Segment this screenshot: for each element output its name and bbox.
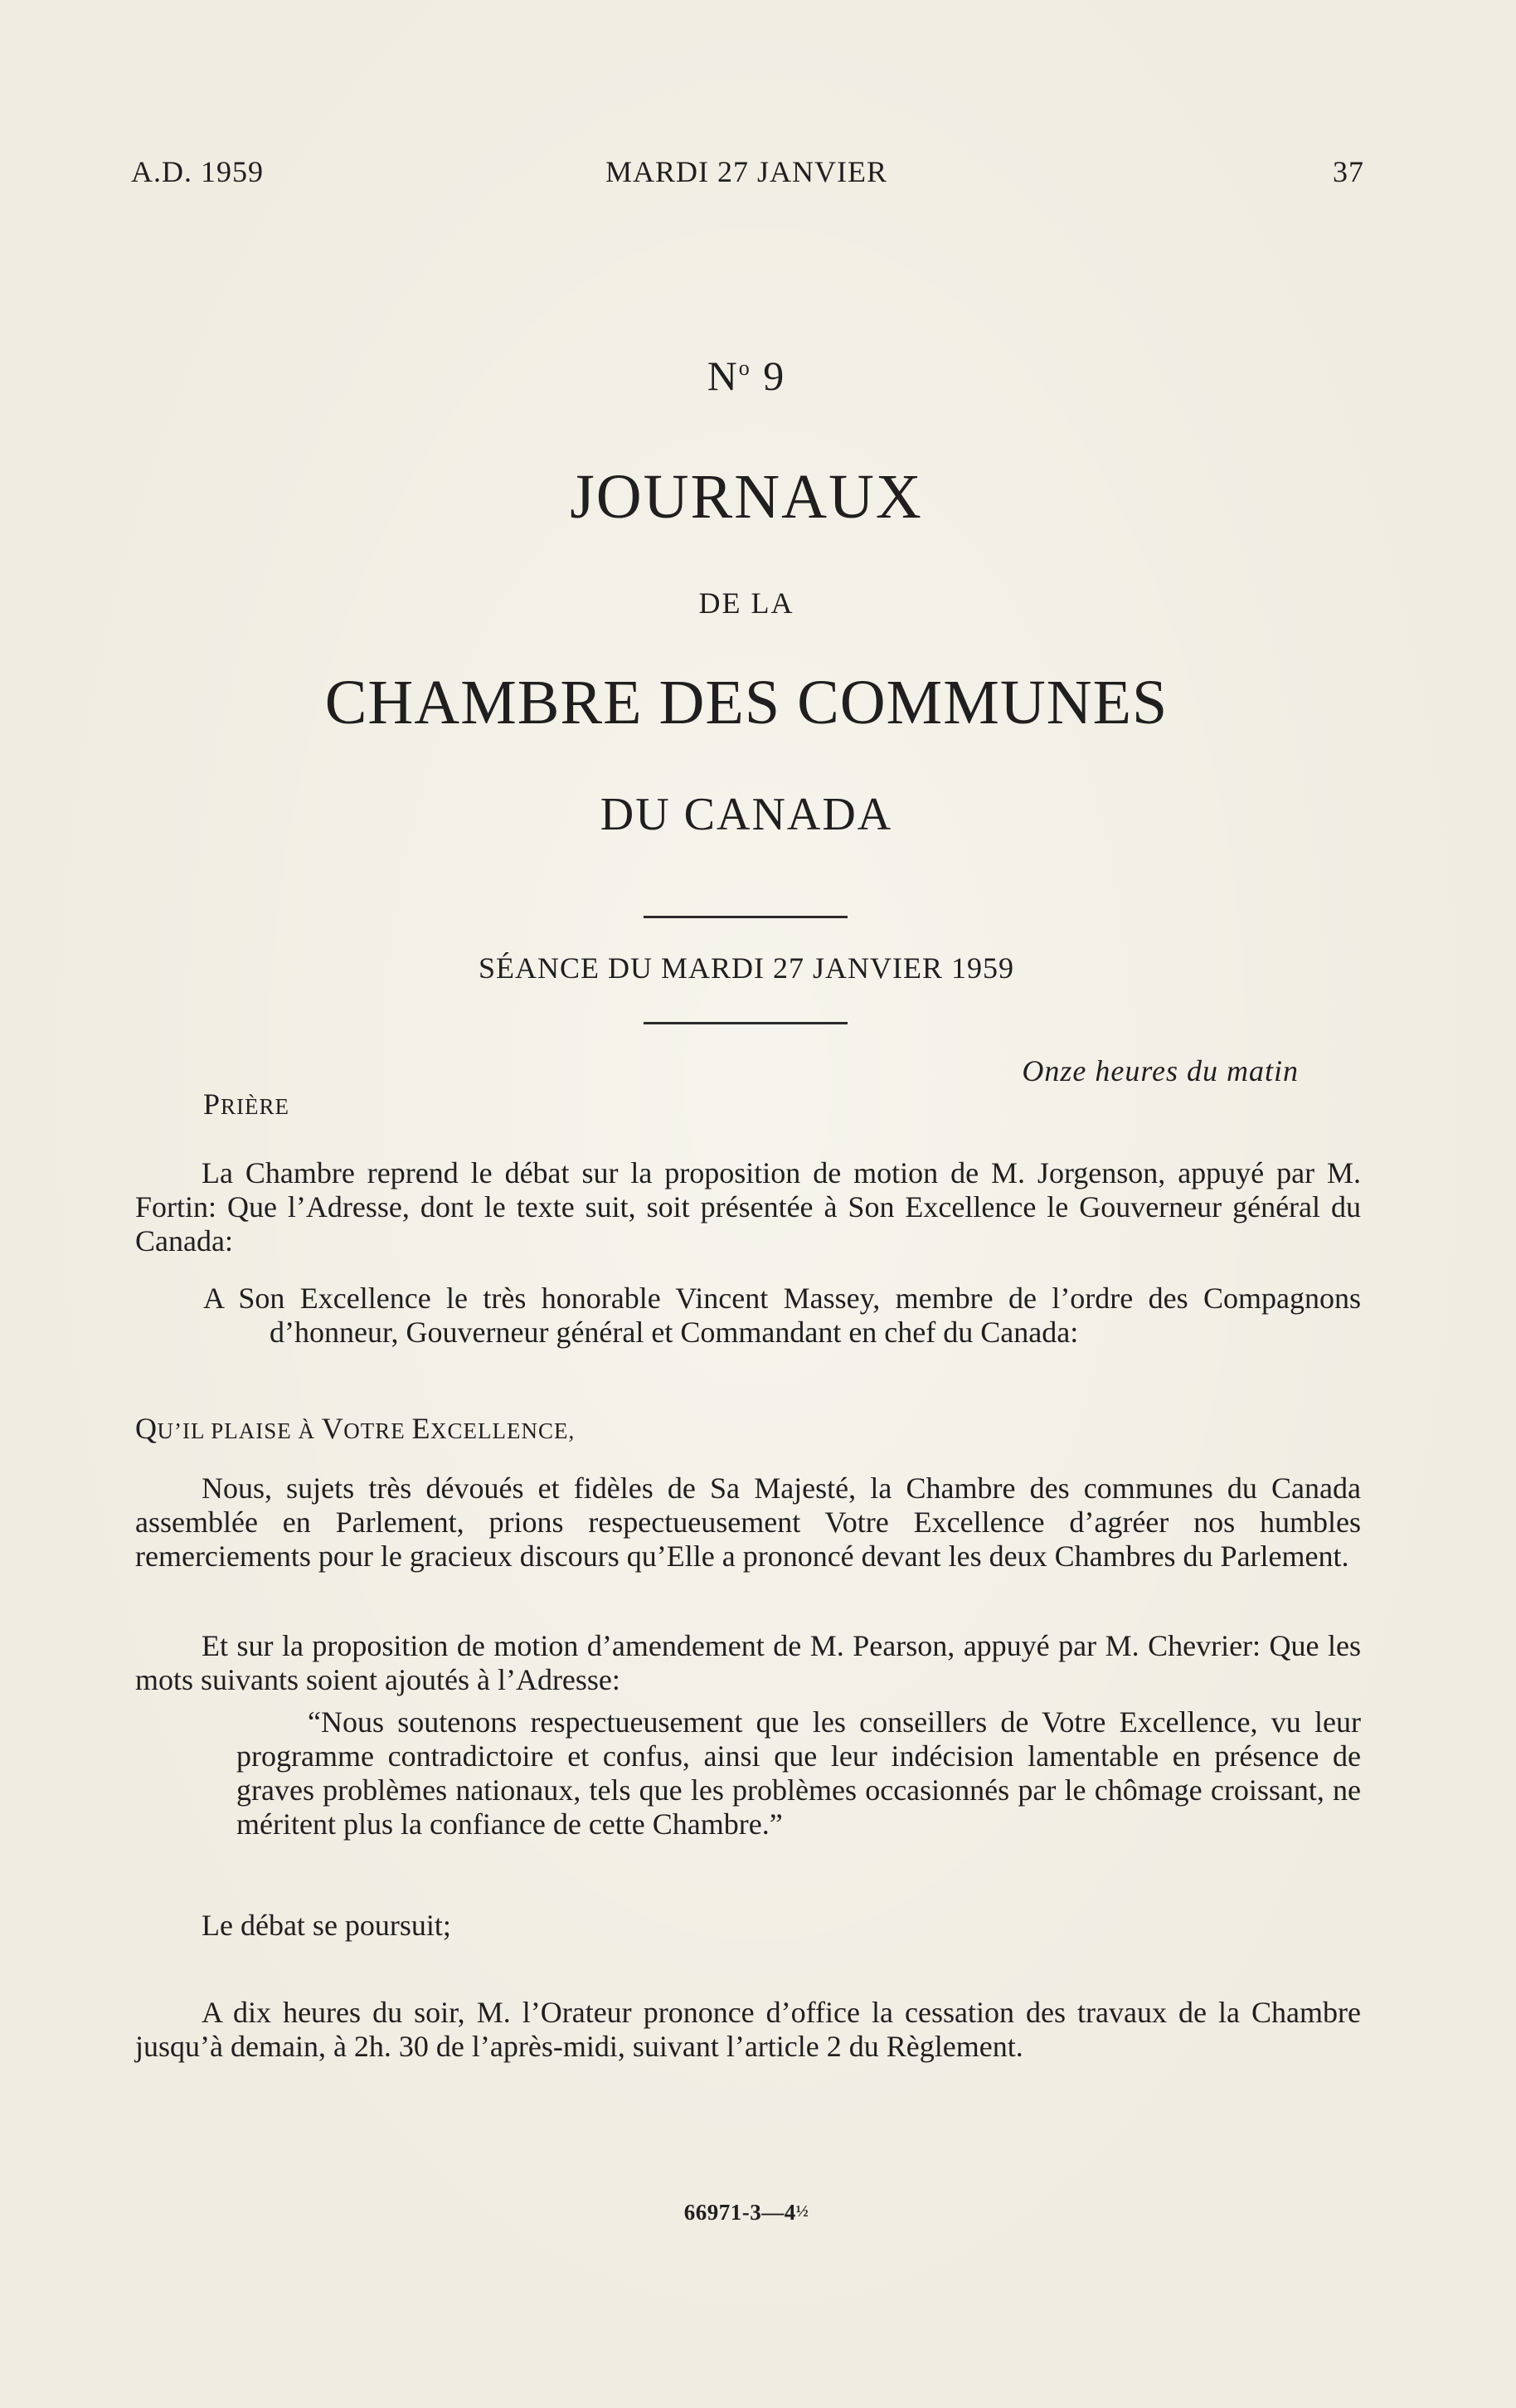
paragraph-amendment: Et sur la proposition de motion d’amendement de M. Pearson, appuyé par M. Chevrier: Que les mots suivants soient ajoutés à l’Adresse: [135, 1629, 1361, 1696]
printer-code [0, 2200, 1493, 2226]
priere-initial: P [203, 1087, 221, 1121]
printer-code-main: 66971-3—4 [683, 2200, 796, 2225]
number-prefix: N [707, 353, 739, 399]
header-date: MARDI 27 JANVIER [605, 155, 887, 188]
session-time: Onze heures du matin [1022, 1054, 1299, 1087]
journal-number [0, 352, 1493, 400]
debate-continues: Le débat se poursuit; [202, 1909, 451, 1942]
country-title: DU CANADA [600, 789, 893, 840]
number-value: 9 [763, 353, 786, 399]
address-salutation: A Son Excellence le très honorable Vincent Massey, membre de l’ordre des Compagnons d’honneur, Gouverneur général et Commandant en chef du Canada: [203, 1282, 1361, 1349]
amendment-quote [236, 1705, 1361, 1841]
page-number: 37 [1333, 155, 1364, 188]
divider-top [644, 916, 848, 918]
paragraph-debate-resumes: La Chambre reprend le débat sur la proposition de motion de M. Jorgenson, appuyé par M. Fortin: Que l’Adresse, dont le texte suit, soit présentée à Son Excellence le Gouverneur général du Canada: [135, 1156, 1361, 1258]
journal-de-la: DE LA [698, 586, 794, 620]
chamber-title: CHAMBRE DES COMMUNES [324, 668, 1169, 737]
journal-title: JOURNAUX [570, 462, 923, 532]
priere-rest: RIÈRE [221, 1094, 290, 1119]
seance-heading: SÉANCE DU MARDI 27 JANVIER 1959 [478, 951, 1014, 985]
paragraph-address-text: Nous, sujets très dévoués et fidèles de Sa Majesté, la Chambre des communes du Canada assemblée en Parlement, prions respectueusement Votre Excellence d’agréer nos humbles remerciements pour le gracieux discours qu’Elle a prononcé devant les deux Chambres du Parlement. [135, 1472, 1361, 1573]
qu-il-plaise-heading: QU’IL PLAISE À VOTRE EXCELLENCE, [135, 1412, 576, 1445]
printer-code-fraction: ½ [795, 2202, 809, 2221]
divider-bottom [644, 1022, 848, 1024]
priere-heading [203, 1087, 289, 1121]
header-year: A.D. 1959 [131, 155, 264, 188]
number-degree: o [738, 356, 751, 380]
paragraph-adjournment: A dix heures du soir, M. l’Orateur prononce d’office la cessation des travaux de la Chambre jusqu’à demain, à 2h. 30 de l’après-midi, suivant l’article 2 du Règlement. [135, 1996, 1361, 2063]
amendment-quote-text: “Nous soutenons respectueusement que les conseillers de Votre Excellence, vu leur programme contradictoire et confus, ainsi que leur indécision lamentable en présence de graves problèmes nationaux, tels que les problèmes occasionnés par le chômage croissant, ne méritent plus la confiance de cette Chambre.” [236, 1705, 1361, 1841]
